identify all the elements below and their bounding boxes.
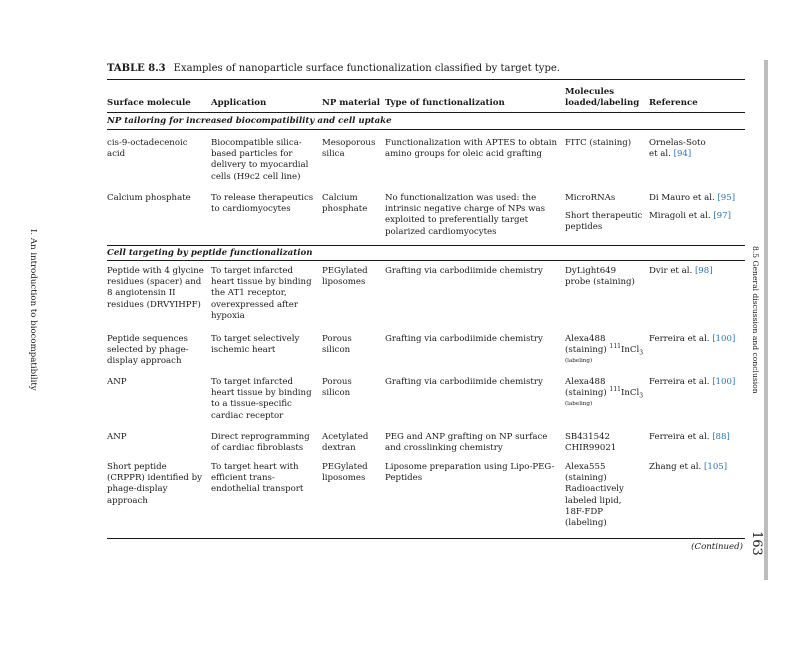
table-caption-text: Examples of nanoparticle surface functionalization classified by target type.	[173, 63, 560, 74]
cell-np-material: Acetylated dextran	[322, 432, 369, 454]
col-header-type: Type of functionalization	[385, 98, 505, 108]
cell-application: Biocompatible silica- based particles for delivery to myocardial cells (H9c2 cell line)	[211, 138, 309, 182]
cell-surface-molecule: ANP	[107, 377, 127, 387]
top-rule	[107, 79, 745, 80]
cell-reference: Ferreira et al. [88]	[649, 432, 730, 442]
cell-surface-molecule: Peptide sequences selected by phage- display approach	[107, 334, 189, 367]
cell-surface-molecule: Peptide with 4 glycine residues (spacer) and 8 angiotensin II residues (DRVYIHPF)	[107, 266, 204, 310]
cell-functionalization: Grafting via carbodiimide chemistry	[385, 334, 543, 344]
cell-application: To target infarcted heart tissue by binding the AT1 receptor, overexpressed after hypoxia	[211, 266, 312, 321]
cell-functionalization: PEG and ANP grafting on NP surface and crosslinking chemistry	[385, 432, 548, 454]
section-break-rule	[107, 245, 745, 246]
cell-np-material: PEGylated liposomes	[322, 266, 368, 288]
section-rule-2	[107, 260, 745, 261]
section-rule-1	[107, 129, 745, 130]
cell-molecules: Short therapeutic peptides	[565, 211, 643, 233]
cell-surface-molecule: Calcium phosphate	[107, 193, 191, 203]
col-header-application: Application	[211, 98, 267, 108]
cell-molecules: Alexa488 (staining) $^{111}$InCl$_3$ (labeling)	[565, 334, 644, 365]
cell-reference: Ferreira et al. [100]	[649, 377, 736, 387]
cell-molecules: Alexa555 (staining) Radioactively labeled lipid, 18F-FDP (labeling)	[565, 462, 624, 529]
section-heading: NP tailoring for increased biocompatibility and cell uptake	[107, 116, 392, 126]
cell-reference: Zhang et al. [105]	[649, 462, 728, 472]
cell-application: To target infarcted heart tissue by binding to a tissue-specific cardiac receptor	[211, 377, 312, 421]
cell-np-material: Porous silicon	[322, 377, 352, 399]
page-gutter-bar	[764, 60, 768, 580]
cell-np-material: Mesoporous silica	[322, 138, 376, 160]
table-caption	[107, 63, 560, 74]
cell-molecules: SB431542 CHIR99021	[565, 432, 617, 454]
running-head-left: I. An introduction to biocompatibility	[28, 229, 38, 391]
running-head-right: 8.5 General discussion and conclusion	[751, 246, 760, 394]
reference-link[interactable]: [100]	[712, 334, 736, 344]
cell-np-material: PEGylated liposomes	[322, 462, 368, 484]
cell-application: To release therapeutics to cardiomyocytes	[211, 193, 314, 215]
cell-surface-molecule: ANP	[107, 432, 127, 442]
reference-link[interactable]: [100]	[712, 377, 736, 387]
cell-functionalization: No functionalization was used: the intrinsic negative charge of NPs was exploited to preferentially target polarized cardiomyocytes	[385, 193, 546, 237]
col-header-molecules: Molecules loaded/labeling	[565, 87, 640, 108]
col-header-surface-molecule: Surface molecule	[107, 98, 191, 108]
cell-reference: Dvir et al. [98]	[649, 266, 713, 276]
bottom-rule	[107, 538, 745, 539]
cell-application: To target selectively ischemic heart	[211, 334, 300, 356]
cell-np-material: Porous silicon	[322, 334, 352, 356]
cell-molecules: Alexa488 (staining) $^{111}$InCl$_3$ (labeling)	[565, 377, 644, 408]
cell-reference: Ornelas-Soto et al. [94]	[649, 138, 706, 160]
cell-reference: Miragoli et al. [97]	[649, 211, 731, 221]
cell-surface-molecule: cis-9-octadecenoic acid	[107, 138, 188, 160]
col-header-reference: Reference	[649, 98, 698, 108]
cell-molecules: MicroRNAs	[565, 193, 616, 203]
cell-functionalization: Grafting via carbodiimide chemistry	[385, 377, 543, 387]
cell-application: Direct reprogramming of cardiac fibroblasts	[211, 432, 310, 454]
header-rule	[107, 112, 745, 113]
reference-link[interactable]: [105]	[704, 462, 728, 472]
cell-molecules: FITC (staining)	[565, 138, 632, 148]
reference-link[interactable]: [98]	[694, 266, 713, 276]
cell-functionalization: Functionalization with APTES to obtain amino groups for oleic acid grafting	[385, 138, 558, 160]
table-number: TABLE 8.3	[107, 63, 166, 74]
cell-application: To target heart with efficient trans- endothelial transport	[211, 462, 304, 495]
cell-np-material: Calcium phosphate	[322, 193, 368, 215]
col-header-np-material: NP material	[322, 98, 381, 108]
section-heading: Cell targeting by peptide functionalization	[107, 248, 313, 258]
reference-link[interactable]: [88]	[712, 432, 730, 442]
cell-surface-molecule: Short peptide (CRPPR) identified by phage-display approach	[107, 462, 202, 506]
cell-functionalization: Grafting via carbodiimide chemistry	[385, 266, 543, 276]
reference-link[interactable]: [95]	[717, 193, 736, 203]
continued-note: (Continued)	[691, 542, 743, 552]
cell-reference: Ferreira et al. [100]	[649, 334, 736, 344]
page-number: 163	[749, 531, 764, 556]
cell-molecules: DyLight649 probe (staining)	[565, 266, 635, 288]
cell-reference: Di Mauro et al. [95]	[649, 193, 736, 203]
cell-functionalization: Liposome preparation using Lipo-PEG- Peptides	[385, 462, 555, 484]
reference-link[interactable]: [97]	[713, 211, 731, 221]
reference-link[interactable]: [94]	[673, 149, 692, 160]
